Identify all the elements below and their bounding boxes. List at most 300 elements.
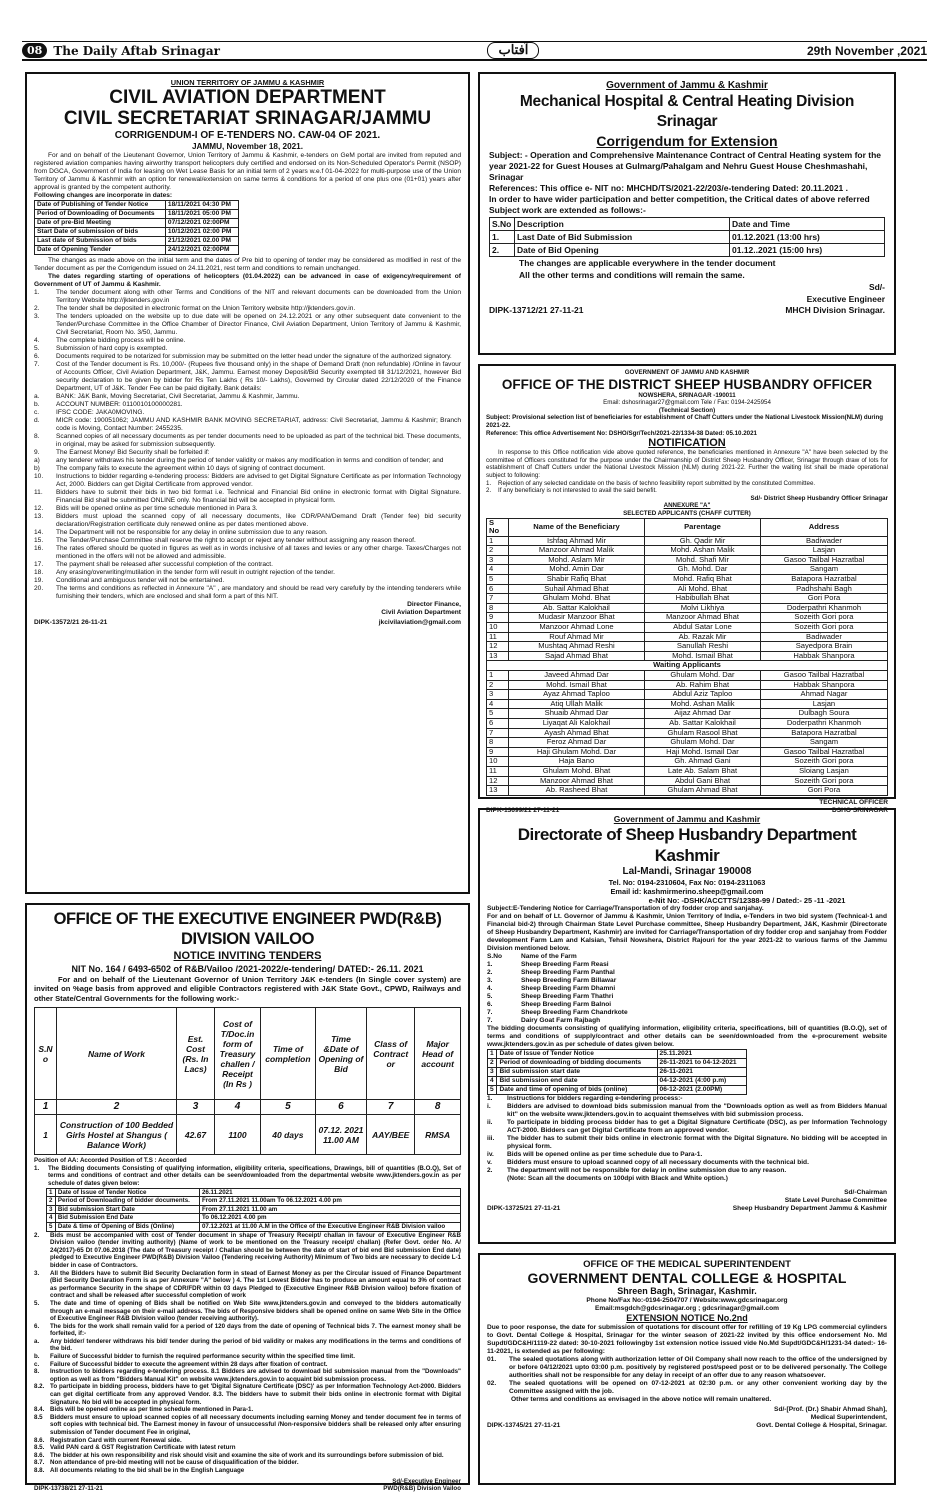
list-item [34, 1338, 461, 1353]
address: NOWSHERA, SRINAGAR -190011 [638, 391, 736, 399]
table-row [35, 210, 239, 219]
item-text: The sealed quotations will be opened on 07-12-2021 at 02:30 p.m. or any other convenient working day by the Committee assigned with the job. [509, 1380, 887, 1395]
item-number: 8. [34, 1368, 40, 1376]
notice-heading: EXTENSION NOTICE No.2nd [626, 1313, 748, 1323]
table-cell: 24/12/2021 02:00PM [165, 246, 238, 255]
table-cell: Sozeith Gori pora [760, 757, 887, 767]
list-item [487, 961, 887, 969]
table-cell: Date of Publishing of Tender Notice [35, 201, 166, 210]
instructions-list [487, 1095, 887, 1183]
signatory: Executive Engineer [806, 294, 885, 304]
list-item [34, 537, 461, 545]
ad-subtitle: NOTICE INVITING TENDERS [173, 950, 322, 962]
item-text: The bids for the work shall remain valid for a period of 120 days from the date of opening of Technical bids 7. The earnest money shall be forfeited, if:- [50, 1322, 461, 1338]
item-text: MICR code: 190051062; JAMMU AND KASHMIR BANK MOVING SECRETARIAT, address: Civil Secretariat, Jammu & Kashmir; Branch code is Moving, Contact Number: 2455235. [56, 417, 461, 433]
item-text: Bids will be opened online as per time schedule due to Para-1. [507, 1151, 703, 1159]
column-number: 8 [415, 1100, 461, 1115]
notification-heading: NOTIFICATION [648, 437, 726, 450]
gov-heading: Government of Jammu & Kashmir [606, 80, 768, 91]
table-cell: 2 [47, 1197, 56, 1206]
signatory-office: Govt. Dental College & Hospital, Srinagar. [756, 1422, 887, 1429]
ad-title: OFFICE OF THE EXECUTIVE ENGINEER PWD(R&B) DIVISION VAILOO [53, 910, 442, 948]
item-number: a. [34, 1337, 40, 1345]
table-cell: Bid submission start date [497, 1068, 657, 1077]
item-number: 2. [34, 1231, 40, 1239]
table-cell: Manzoor Ahmad Lone [509, 623, 645, 633]
table-cell: Doderpathri Khanmoh [760, 718, 887, 728]
table-cell: Ishfaq Ahmad Mir [509, 536, 645, 546]
table-cell: Period of downloading of bidding documents [497, 1059, 657, 1068]
signatory-office: DSHO SRINAGAR [831, 806, 888, 814]
list-item [487, 969, 887, 977]
list-item [34, 1383, 461, 1406]
list-item [34, 457, 461, 465]
item-number: 8. [34, 433, 40, 441]
table-cell: 2 [487, 546, 509, 556]
section-label: (Technical Section) [658, 406, 716, 414]
table-cell: 07.12.2021 at 11.00 A.M in the Office of the Executive Engineer R&B Division vailoo [199, 1222, 460, 1231]
table-cell: Last date of Submission of bids [35, 237, 166, 246]
table-cell: Aijaz Ahmad Dar [645, 709, 761, 719]
table-cell: Gasoo Tailbal Hazratbal [760, 555, 887, 565]
table-cell: 6 [487, 718, 509, 728]
table-cell: Date of Issue of Tender Notice [497, 1050, 657, 1059]
closing-line: Other terms and conditions as envisaged in the above notice will remain unaltered. [511, 1396, 772, 1403]
table-cell: Haja Bano [509, 757, 645, 767]
item-number: c. [34, 409, 40, 417]
dipk-number: DIPK-13738/21 27-11-21 [34, 1485, 103, 1493]
table-cell: Date & time of Opening of Bids (Online) [55, 1222, 199, 1231]
table-cell: 8 [487, 738, 509, 748]
table-cell: 5 [487, 709, 509, 719]
item-number: 3. [487, 977, 493, 985]
item-text: To participate in bidding process bidder has to get a Digital Signature Certificate (DSC), as per Information Technology ACT-2000. Bidders can get Digital Certificate from an approved vendor. [507, 1119, 887, 1135]
table-cell: 26.11.2021 [199, 1188, 460, 1197]
work-table: S.N o Name of Work Est. Cost (Rs. In Lacs) Cost of T/Doc.in form of Treasury challen / Receipt (In Rs ) Time of completion Time &Date of Opening of Bid Class of Contract or Major Head of account 1 2 3 4 5 6 7 8 1 Construction of 100 Bedded Girls Hostel at Shangus ( Balance Work) 42.67 1100 40 days 07.12. 2021 11.00 AM AAY/BEE RMSA [34, 1007, 461, 1155]
table-cell: 3 [47, 1205, 56, 1214]
table-row [488, 1059, 747, 1068]
table-cell: Date of pre-Bid Meeting [35, 219, 166, 228]
list-item [34, 353, 461, 361]
table-cell: Haji Ghulam Mohd. Dar [509, 747, 645, 757]
terms-list [34, 1232, 461, 1475]
table-cell: 26-11-2021 to 04-12-2021 [657, 1059, 746, 1068]
dates-table [46, 1188, 461, 1232]
item-number: a) [34, 457, 40, 465]
ad-title: Mechanical Hospital & Central Heating Division Srinagar [519, 93, 855, 130]
item-number: 11. [34, 489, 43, 497]
table-cell: 1 [487, 671, 509, 681]
list-item [487, 985, 887, 993]
item-number: 7. [34, 361, 40, 369]
signatory: Sd/-Chairman [844, 1189, 887, 1197]
item-number: 02. [487, 1380, 497, 1387]
table-cell: 9 [487, 613, 509, 623]
list-item [34, 417, 461, 433]
condition-2: If any beneficiary is not interested to avail the said benefit. [498, 487, 657, 495]
item-text: Bidders have to submit their bids in two bid format i.e. Technical and Financial Bid online in electronic format with Digital Signature. Financial Bid shall be submitted ONLINE only. No financial bid will be accepted in physical form. [56, 489, 461, 505]
list-item [34, 1323, 461, 1338]
item-number: b. [34, 1353, 40, 1361]
item-number: 19. [34, 577, 44, 585]
list-item [34, 409, 461, 417]
ad-title: GOVERNMENT DENTAL COLLEGE & HOSPITAL [527, 1270, 847, 1286]
item-text: All the Bidders have to submit Bid Security Declaration form in stead of Earnest Money as per the Circular issued of Finance Department (Bid Security Declaration Form is as per Annexure "A" below ) 4. The 1st Lowest Bidder has to produce an amount equal to 3% of contract as performance Security in the shape of CDR/FDR within 03 days Pledged to (Executive Engineer R&B Division vailoo) before fixation of contract and shall be released after successful completion of work [50, 1269, 461, 1300]
table-cell: Sangam [760, 738, 887, 748]
table-cell: Liyaqat Ali Kalokhail [509, 718, 645, 728]
item-number: 12. [34, 505, 44, 513]
table-cell: 06-12-2021 (2.00PM) [657, 1086, 746, 1095]
issue-date: 29th November ,2021 [806, 43, 927, 58]
item-number: 1. [487, 961, 493, 969]
column-number: 5 [261, 1100, 316, 1115]
extension-table: S.No Description Date and Time 1. Last Date of Bid Submission 01.12.2021 (13:00 hrs) 2. Date of Bid Opening 01.12..2021 (15:00 hrs) [489, 217, 885, 257]
table-cell: Rouf Ahmad Mir [509, 632, 645, 642]
item-number: v. [487, 1159, 493, 1167]
table-cell: Bid Submission End Date [55, 1214, 199, 1223]
list-item [34, 577, 461, 585]
table-row [488, 1050, 747, 1059]
list-item [487, 1167, 887, 1175]
beneficiary-row [487, 718, 888, 728]
beneficiary-row [487, 671, 888, 681]
item-number: 8.6. [34, 1451, 45, 1459]
list-item [487, 1175, 887, 1183]
table-cell: Sozeith Gori pora [760, 613, 887, 623]
phone-line: Phone No/Fax No:-0194-2504707 / Website:www.gdcsrinagar.org [586, 1297, 788, 1304]
sd-mark: Sd/- District Sheep Husbandry Officer Srinagar [750, 494, 888, 502]
waiting-heading: Waiting Applicants [487, 661, 888, 671]
item-text: Valid PAN card & GST Registration Certificate with latest return [50, 1444, 236, 1452]
table-cell: Date and time of opening of bids (online) [497, 1086, 657, 1095]
list-item [34, 489, 461, 505]
table-cell: Ayash Ahmad Bhat [509, 728, 645, 738]
signatory-office: PWD(R&B) Division Vailoo [383, 1485, 461, 1493]
place-date: JAMMU, November 18, 2021. [191, 142, 304, 152]
list-item [487, 1103, 887, 1119]
dates-table [487, 1049, 747, 1095]
table-cell: 4 [488, 1077, 497, 1086]
signatory: TECHNICAL OFFICER [819, 798, 888, 806]
item-number: 13. [34, 513, 44, 521]
table-row [488, 1068, 747, 1077]
list-item [487, 1095, 887, 1103]
item-number: 8.6. [34, 1436, 45, 1444]
beneficiary-row [487, 786, 888, 796]
table-row [35, 219, 239, 228]
item-number: 8.7. [34, 1459, 45, 1467]
table-cell: Ab. Sattar Kalokhail [645, 718, 761, 728]
dipk-number: DIPK-13725/21 27-11-21 [487, 1205, 561, 1213]
table-cell: Abdul Satar Lone [645, 623, 761, 633]
item-number: iv. [487, 1151, 494, 1159]
farm-list [487, 961, 887, 1025]
table-cell: Habibullah Bhat [645, 594, 761, 604]
item-number: 3. [34, 1269, 40, 1277]
beneficiary-table: S No Name of the Beneficiary Parentage Address 1 Ishfaq Ahmad Mir Gh. Qadir Mir Badiwader 2 Manzoor Ahmad Malik Mohd. Ashan Malik Lasjan 3 Mohd. Aslam Mir Mohd. Shafi Mir Gasoo Tailbal Hazratbal 4 Mohd. Amin Dar Gh. Mohd. Dar Sangam 5 Shabir Rafiq Bhat Mohd. Rafiq Bhat Batapora Hazratbal 6 Suhail Ahmad Bhat Ali Mohd. Bhat Padhshahi Bagh 7 Ghulam Mohd. Bhat Habibullah Bhat Gori Pora 8 Ab. Sattar Kalokhail Molvi Likhiya Doderpathri Khanmoh 9 Mudasir Manzoor Bhat Manzoor Ahmad Bhat Sozeith Gori pora 10 Manzoor Ahmad Lone Abdul Satar Lone Sozeith Gori pora 11 Rouf Ahmad Mir Ab. Razak Mir Badiwader 12 Mushtaq Ahmad Reshi Sanullah Reshi Sayedpora Brain 13 Sajad Ahmad Bhat Mohd. Ismail Bhat Habbak Shanpora Waiting Applicants 1 Javeed Ahmad Dar Ghulam Mohd. Dar Gasoo Tailbal Hazratbal 2 Mohd. Ismail Bhat Ab. Rahim Bhat Habbak Shanpora 3 Ayaz Ahmad Taploo Abdul Aziz Taploo Ahmad Nagar 4 Atiq Ullah Malik Mohd. Ashan Malik Lasjan 5 Shuaib Ahmad Dar Aijaz Ahmad Dar Dulbagh Soura 6 Liyaqat Ali Kalokhail Ab. Sattar Kalokhail Doderpathri Khanmoh 7 Ayash Ahmad Bhat Ghulam Rasool Bhat Batapora Hazratbal 8 Feroz Ahmad Dar Ghulam Mohd. Dar Sangam 9 Haji Ghulam Mohd. Dar Haji Mohd. Ismail Dar Gasoo Tailbal Hazratbal 10 Haja Bano Gh. Ahmad Gani Sozeith Gori pora 11 Ghulam Mohd. Bhat Late Ab. Salam Bhat Sloiang Lasjan 12 Manzoor Ahmad Bhat Abdul Gani Bhat Sozeith Gori pora 13 Ab. Rasheed Bhat Ghulam Ahmad Bhat Gori Pora [486, 518, 888, 796]
item-number: 14. [34, 529, 44, 537]
beneficiary-row [487, 642, 888, 652]
item-text: The department will not be responsible for delay in online submission due to any reason. [507, 1167, 787, 1175]
beneficiary-row [487, 546, 888, 556]
table-cell: AAY/BEE [367, 1115, 415, 1155]
item-text: Conditional and ambiguous tender will not be entertained. [56, 577, 225, 585]
list-item [34, 401, 461, 409]
list-item [34, 1437, 461, 1445]
item-number: 8.8. [34, 1466, 45, 1474]
notification-body: In response to this Office notification vide above quoted reference, the beneficiaries mentioned in Annexure "A" have been selected by the committee of Officers constituted for the purpose under the Chairmanship of District Sheep Husbandry Officer, Srinagar through draw of lots for establishment of Chaff Cutters under the National Livestock Mission (NLM) during 2021-22. Further the waiting list shall be made operational subject to following: [486, 449, 888, 479]
table-cell: 10 [487, 757, 509, 767]
item-text: The company fails to execute the agreement within 10 days of signing of contract document. [56, 465, 326, 473]
item-number: 5. [34, 1299, 40, 1307]
table-cell: 13 [487, 651, 509, 661]
list-item [487, 1159, 887, 1167]
item-text: All documents relating to the bid shall be in the English Language [50, 1466, 245, 1474]
farm-header: S.No Name of the Farm [487, 953, 577, 961]
item-number: 5. [487, 993, 493, 1001]
table-cell: Gh. Qadir Mir [645, 536, 761, 546]
beneficiary-row [487, 594, 888, 604]
item-text: IFSC CODE: JAKA0MOVING. [56, 409, 145, 417]
table-row [35, 237, 239, 246]
item-text: The payment shall be released after successful completion of the contract. [56, 561, 273, 569]
documents-paragraph: The bidding documents consisting of qualifying information, eligibility criteria, specifications, bill of quantities (B.O.Q), set of terms and conditions of supply/contract and other details can be seen/downloaded from the e-procurement website www.jktenders.gov.in as per schedule of dates given below. [487, 1025, 887, 1049]
table-cell: Sayedpora Brain [760, 642, 887, 652]
table-cell: Bid submission Start Date [55, 1205, 199, 1214]
reference-line: Reference: This office Advertisement No: DSHO/Sgr/Tech/2021-22/1334-38 Dated: 05.10.2021 [486, 429, 757, 437]
gov-heading: GOVERNMENT OF JAMMU AND KASHMIR [624, 369, 750, 376]
list-item [34, 1270, 461, 1300]
item-number: 1. [487, 1095, 493, 1103]
table-row [488, 1086, 747, 1095]
table-cell: 8 [487, 603, 509, 613]
subject-line: Subject: Provisional selection list of beneficiaries for establishment of Chaff Cutters under the National Livestock Mission(NLM) during 2021-22. [486, 414, 884, 429]
list-item [34, 1459, 461, 1467]
table-row [47, 1214, 461, 1223]
list-item [487, 977, 887, 985]
item-number: 2. [487, 969, 493, 977]
table-cell: Gori Pora [760, 786, 887, 796]
item-number: 16. [34, 545, 44, 553]
ad-title-2: CIVIL SECRETARIAT SRINAGAR/JAMMU [63, 108, 432, 130]
beneficiary-row [487, 766, 888, 776]
table-cell: 13 [487, 786, 509, 796]
beneficiary-row [487, 690, 888, 700]
ad-title: OFFICE OF THE DISTRICT SHEEP HUSBANDRY OFFICER [501, 376, 873, 392]
table-cell: Badiwader [760, 536, 887, 546]
intro-paragraph: For and on behalf of Lt. Governor of Jammu & Kashmir, Union Territory of India, e-Tenders in two bid system (Technical-1 and Financial bid-2) through Chairman State Level Purchase committee, Sheep Husbandry Department, J&K, Kashmir (Directorate of Sheep Husbandry Department, Kashmir) are invited for Carriage/Transportation of dry fodder crop and sanjahay from Fodder development Farm Lam and Kalsian, Tehsil Nowshera, District Rajouri for the year 2021-22 to various farms of the Jammu Division mentioned below. [487, 913, 887, 953]
table-cell: 18/11/2021 05:00 PM [165, 210, 238, 219]
item-number: 9. [34, 449, 40, 457]
table-cell: 21/12/2021 02.00 PM [165, 237, 238, 246]
list-item [34, 1232, 461, 1270]
subject-line: Subject: - Operation and Comprehensive Maintenance Contract of Central Heating system for the year 2021-22 for Guest Houses at Gulmarg/Pahalgam and Nehru Guest House Cheshmashahi, Srinagar [489, 150, 882, 182]
item-text: Sheep Breeding Farm Balnoi [521, 1001, 612, 1009]
column-number: 1 [35, 1100, 57, 1115]
item-number: 8.4. [34, 1406, 45, 1414]
ad-subtitle: Corrigendum for Extension [596, 133, 778, 149]
table-cell: From 27.11.2021 11.00 am [199, 1205, 460, 1214]
item-number: 8.5 [34, 1413, 43, 1421]
address: Lal-Mandi, Srinagar 190008 [622, 866, 752, 877]
item-text: Bidders are advised to download bids submission manual from the "Downloads option as well as from Bidders Manual kit" on the website www.jktenders.gov.in to acquaint themselves with bid submission process. [507, 1103, 887, 1119]
item-text: Failure of Successful bidder to furnish the required performance security within the specified time limit. [50, 1353, 355, 1361]
ad-title: CIVIL AVIATION DEPARTMENT [109, 87, 386, 109]
list-item [34, 345, 461, 353]
list-item [34, 1353, 461, 1361]
list-item [34, 505, 461, 513]
list-item [487, 1001, 887, 1009]
table-cell: Ghulam Mohd. Bhat [509, 766, 645, 776]
table-cell: Gh. Ahmad Gani [645, 757, 761, 767]
subject-line: Subject:E-Tendering Notice for Carriage/Transportation of dry fodder crop and sanjahay. [487, 905, 764, 913]
list-item [34, 433, 461, 449]
list-item [487, 1119, 887, 1135]
item-number: 3. [34, 313, 40, 321]
table-cell: 42.67 [177, 1115, 215, 1155]
intro-paragraph: For and on behalf of the Lieutenant Governor, Union Territory of Jammu & Kashmir, e-tenders on GeM portal are invited from reputed and registered aviation companies having airworthy transport helicopters duly certified and endorsed on its Non-Scheduled Operator's Permit (NSOP) from DGCA, Government of India for leasing on Wet Lease Basis for an initial term of 2 years w.e.f 01-04-2022 for multi-purpose use of the Union Territory of Jammu & Kashmir with an option for renewal/extension on same terms & conditions for a period of one plus one (01+01) years after approval is granted by the competent authority. [34, 152, 461, 192]
table-row [35, 201, 239, 210]
list-item [34, 529, 461, 537]
table-row [47, 1197, 461, 1206]
item-number: 4. [487, 985, 493, 993]
table-cell: 1 [47, 1188, 56, 1197]
item-text: Bids must be accompanied with cost of Tender document in shape of Treasury Receipt/ challan in favour of Executive Engineer R&B Division vailoo (tender inviting authority) (Name of work to be mentioned on the Treasury receipt/ challan) (Refer Govt. order No. A/ 24(2017)-65 Dt 07.06.2018 (The date of Treasury receipt / Challan should be between the date of start of bid end Bid submission End date) pledged to Executive Engineer PWD(R&B) Division Vailoo (Tendering receiving Authority) Minimum of Two bids are necessary to decide L-1 bidder in case of Contractors. [50, 1231, 461, 1269]
item-number: 2. [487, 1167, 493, 1175]
list-item [34, 513, 461, 529]
table-cell: 7 [487, 594, 509, 604]
address: Shreen Bagh, Srinagar, Kashmir. [617, 1286, 757, 1296]
item-number: 7. [487, 1009, 493, 1017]
table-cell: Javeed Ahmad Dar [509, 671, 645, 681]
table-cell: 9 [487, 747, 509, 757]
table-cell: 5 [47, 1222, 56, 1231]
nit-number: NIT No. 164 / 6493-6502 of R&B/Vailoo /2021-2022/e-tendering/ DATED:- 26.11. 2021 [71, 964, 424, 974]
item-text: The bidder at his own responsibility and risk should visit and examine the site of work and its surroundings before submission of bid. [50, 1451, 444, 1459]
office-heading: OFFICE OF THE MEDICAL SUPERINTENDENT [583, 1259, 791, 1270]
item-text: Bidders must ensure to upload scanned copies of all necessary documents including earning Money and tender document fee in terms of soft copies with technical bid. The Earnest money in favour of unsuccessful /Non-responsive bidders shall be released only after ensuring submission of Tender document Fee in original, [50, 1413, 461, 1436]
item-number: 01. [487, 1356, 497, 1363]
item-number: 5. [34, 345, 40, 353]
ut-heading: UNION TERRITORY OF JAMMU & KASHMIR [170, 78, 325, 87]
newspaper-name: The Daily Aftab Srinagar [53, 43, 220, 58]
list-item [487, 1356, 887, 1380]
dipk-number: DIPK-13572/21 26-11-21 [34, 619, 108, 627]
table-cell: Atiq Ullah Malik [509, 699, 645, 709]
table-row [47, 1222, 461, 1231]
table-cell: Shuaib Ahmad Dar [509, 709, 645, 719]
beneficiary-row [487, 738, 888, 748]
list-item [34, 569, 461, 577]
dipk-number: DIPK-13712/21 27-11-21 [489, 305, 584, 315]
table-cell: Mohd. Ismail Bhat [509, 680, 645, 690]
changes-paragraph: The changes as made above on the initial term and the dates of Pre bid to opening of tender may be considered as modified in rest of the Tender document as per the Corrigendum issued on 24.11.2021, rest term and conditions to remain unchanged. [34, 257, 461, 273]
item-text: Instructions for bidders regarding e-tendering process:- [507, 1095, 683, 1103]
table-cell: Shabir Rafiq Bhat [509, 575, 645, 585]
list-item [34, 289, 461, 305]
table-cell: Habbak Shanpora [760, 651, 887, 661]
table-cell: Ab. Rasheed Bhat [509, 786, 645, 796]
table-cell: Batapora Hazratbal [760, 575, 887, 585]
table-cell: Mohd. Amin Dar [509, 565, 645, 575]
mechanical-division-ad [478, 72, 896, 355]
table-cell: Late Ab. Salam Bhat [645, 766, 761, 776]
table-cell: 07.12. 2021 11.00 AM [315, 1115, 366, 1155]
list-item [34, 1467, 461, 1475]
table-cell: Manzoor Ahmad Bhat [509, 776, 645, 786]
table-cell: 18/11/2021 04:30 PM [165, 201, 238, 210]
table-cell: Haji Mohd. Ismail Dar [645, 747, 761, 757]
table-cell: Ghulam Ahmad Bhat [645, 786, 761, 796]
annexure-heading: ANNEXURE "A" [663, 502, 711, 510]
table-cell: 1100 [215, 1115, 261, 1155]
list-item [34, 545, 461, 561]
table-cell: 12 [487, 642, 509, 652]
item-text: Scanned copies of all necessary documents as per tender documents need to be uploaded as part of the technical bid. These documents, in original, may be asked for submission subsequently. [56, 433, 461, 449]
item-text: The rates offered should be quoted in figures as well as in words inclusive of all taxes and levies or any other charge. Taxes/Charges not mentioned in the offers will not be allowed and admissible. [56, 545, 461, 561]
table-cell: Date of Issue of Tender Notice [55, 1188, 199, 1197]
item-text: Sheep Breeding Farm Thathri [521, 993, 614, 1001]
list-item [487, 1017, 887, 1025]
item-number: 6. [34, 1322, 40, 1330]
table-cell: Manzoor Ahmad Bhat [645, 613, 761, 623]
table-cell: Doderpathri Khanmoh [760, 603, 887, 613]
item-number: 6. [34, 353, 40, 361]
item-text: The sealed quotations along with authorization letter of Oil Company shall now reach to the office of the undersigned by or before 04/12/2021 upto 03:00 p.m. positively by registered post/speed post or to be delivered personally. The College authorities shall not be responsible for any delay in receipt of an offer due to any reason whatsoever. [509, 1356, 887, 1379]
signatory-office: Sheep Husbandry Department Jammu & Kashmir [732, 1205, 887, 1213]
table-cell: Period of Downloading of Documents [35, 210, 166, 219]
list-item [34, 305, 461, 313]
item-number: 17. [34, 561, 44, 569]
item-text: Registration Card with current Renewal side. [50, 1436, 182, 1444]
item-text: Cost of the Tender document is Rs. 10,000/- (Rupees five thousand only) in the shape of Demand Draft (non refundable) /Online in favour of Accounts Officer, Civil Aviation Department, J&K, Jammu. Earnest money Deposit/Bid Security exempted till 31/12/2021, however Bid security declaration to be given by bidder for Rs Ten Lakhs ( Rs 10/- Lakhs), Governed by Circular dated 22/12/2020 of the Finance Department, UT of J&K. Tender Fee can be paid digitally. Bank details: [56, 361, 461, 393]
table-cell: Construction of 100 Bedded Girls Hostel at Shangus ( Balance Work) [57, 1115, 177, 1155]
table-cell: Padhshahi Bagh [760, 584, 887, 594]
table-cell: 10/12/2021 02:00 PM [165, 228, 238, 237]
table-cell: 7 [487, 728, 509, 738]
item-text: Instruction to bidders regarding e-tendering process. 8.1 Bidders are advised to download bid submission manual from the "Downloads" option as well as from "Bidders Manual Kit" on website www.jktenders.gov.in to acquaint bid submission process. [50, 1368, 461, 1383]
table-cell: 04-12-2021 (4:00 p.m) [657, 1077, 746, 1086]
list-item [487, 1009, 887, 1017]
item-text: ACCOUNT NUMBER: 0110010100000281. [56, 401, 183, 409]
contact-line: Email: dshosrinagar27@gmail.com Tele / Fax: 0194-2425954 [603, 399, 771, 407]
intro-paragraph: For and on behalf of the Lieutenant Governor of Union Territory J&K e-tenders (In Single cover system) are invited on %age basis from approved and eligible Contractors registered with J&K State Govt., CPWD, Railways and other State/Central Governments for the following work:- [34, 975, 461, 1003]
item-text: Failure of Successful bidder to execute the agreement within 28 days after fixation of contract. [50, 1360, 328, 1368]
list-item [34, 1406, 461, 1414]
table-cell: 1 [35, 1115, 57, 1155]
table-cell: 2 [488, 1059, 497, 1068]
table-cell: Ghulam Mohd. Dar [645, 671, 761, 681]
list-item [487, 1151, 887, 1159]
corrigendum-heading: CORRIGENDUM-I OF E-TENDERS NO. CAW-04 OF 2021. [114, 130, 381, 142]
dental-college-ad [478, 1253, 896, 1485]
table-cell: Gasoo Tailbal Hazratbal [760, 747, 887, 757]
signatory: Sd/-[Prof. (Dr.) Shabir Ahmad Shah], [774, 1406, 887, 1413]
table-row [47, 1205, 461, 1214]
table-cell: Sajad Ahmad Bhat [509, 651, 645, 661]
beneficiary-row [487, 575, 888, 585]
table-cell: Ab. Rahim Bhat [645, 680, 761, 690]
table-cell: Dulbagh Soura [760, 709, 887, 719]
table-cell: Molvi Likhiya [645, 603, 761, 613]
list-item [34, 1444, 461, 1452]
position-line: Position of AA: Accorded Position of T.S : Accorded [34, 1157, 187, 1165]
table-cell: Start Date of submission of bids [35, 228, 166, 237]
table-cell: Batapora Hazratbal [760, 728, 887, 738]
item-number: c. [34, 1360, 40, 1368]
references-line: References: This office e- NIT no: MHCHD/TS/2021-22/203/e-tendering Dated: 20.11.2021 . [489, 183, 849, 193]
column-number: 4 [215, 1100, 261, 1115]
